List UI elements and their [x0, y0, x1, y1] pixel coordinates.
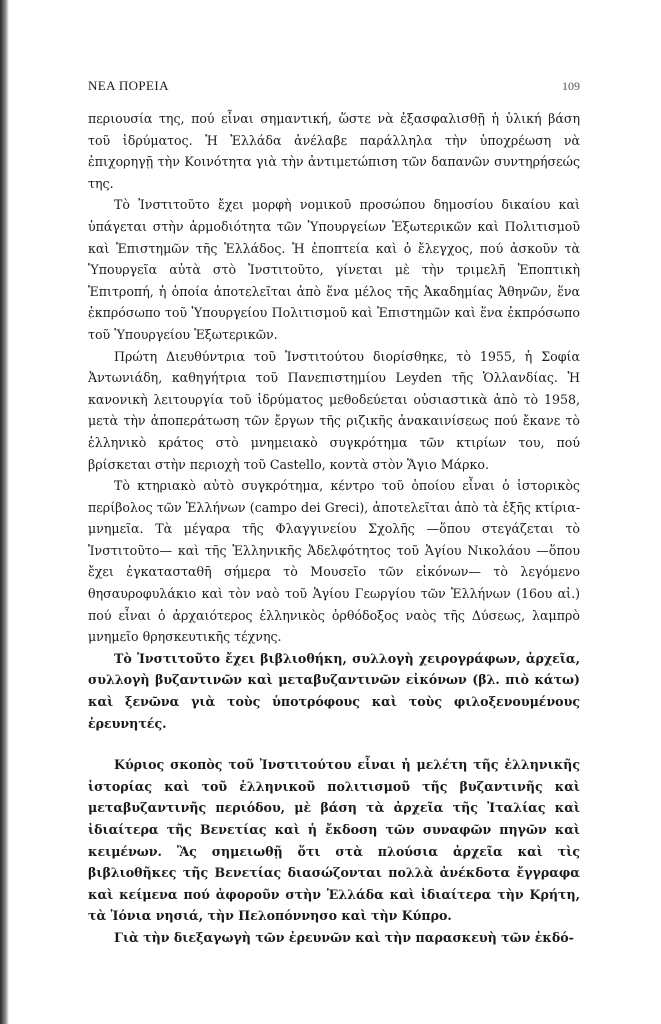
document-page	[88, 78, 580, 949]
paragraph-institute-legal-status: Τὸ Ἰνστιτοῦτο ἔχει μορφὴ νομικοῦ προσώπου δημοσίου δικαίου καὶ ὑπάγεται στὴν ἁρμοδιότητα τῶν Ὑπουργείων Ἐξωτερικῶν καὶ Πολιτισμοῦ καὶ Ἐπιστημῶν τῆς Ἑλλάδος. Ἡ ἐποπτεία καὶ ὁ ἔλεγχος, πού ἀσκοῦν τὰ Ὑπουργεῖα αὐτὰ στὸ Ἰνστιτοῦτο, γίνεται μὲ τὴν τριμελῆ Ἐποπτικὴ Ἐπιτροπή, ἡ ὁποία ἀποτελεῖται ἀπὸ ἕνα μέλος τῆς Ἀκαδημίας Ἀθηνῶν, ἕνα ἐκπρόσωπο τοῦ Ὑπουργείου Πολιτισμοῦ καὶ Ἐπιστημῶν καὶ ἕνα ἐκπρόσωπο τοῦ Ὑπουργείου Ἐξωτερικῶν.	[88, 197, 580, 342]
paragraph-continued: περιουσία της, πού εἶναι σημαντική, ὥστε νὰ ἐξασφαλισθῇ ἡ ὑλική βάση τοῦ ἱδρύματος. Ἡ Ἑλλάδα ἀνέλαβε παράλληλα τὴν ὑποχρέωση νὰ ἐπιχορηγῇ τὴν Κοινότητα γιὰ τὴν ἀντιμετώπιση τῶν δαπανῶν συντηρήσεώς της.	[88, 111, 580, 191]
scan-edge-shadow	[0, 0, 9, 1024]
paragraph-main-purpose: Κύριος σκοπὸς τοῦ Ἰνστιτούτου εἶναι ἡ μελέτη τῆς ἑλληνικῆς ἱστορίας καὶ τοῦ ἑλληνικοῦ πολιτισμοῦ τῆς βυζαντινῆς καὶ μεταβυζαντινῆς περιόδου, μὲ βάση τὰ ἀρχεῖα τῆς Ἰταλίας καὶ ἰδιαίτερα τῆς Βενετίας καὶ ἡ ἔκδοση τῶν συναφῶν πηγῶν καὶ κειμένων. Ἂς σημειωθῇ ὅτι στὰ πλούσια ἀρχεῖα καὶ τὶς βιβλιοθῆκες τῆς Βενετίας διασώζονται πολλὰ ἀνέκδοτα ἔγγραφα καὶ κείμενα πού ἀφοροῦν στὴν Ἑλλάδα καὶ ἰδιαίτερα τὴν Κρήτη, τὰ Ἰόνια νησιά, τὴν Πελοπόννησο καὶ τὴν Κύπρο.	[88, 757, 580, 924]
paragraph-building-complex: Τὸ κτηριακὸ αὐτὸ συγκρότημα, κέντρο τοῦ ὁποίου εἶναι ὁ ἱστορικὸς περίβολος τῶν Ἑλλήνων (campo dei Greci), ἀποτελεῖται ἀπὸ τὰ ἑξῆς κτίρια-μνημεῖα. Τὰ μέγαρα τῆς Φλαγγινείου Σχολῆς —ὅπου στεγάζεται τὸ Ἰνστιτοῦτο— καὶ τῆς Ἑλληνικῆς Ἀδελφότητος τοῦ Ἁγίου Νικολάου —ὅπου ἔχει ἐγκατασταθῆ σήμερα τὸ Μουσεῖο τῶν εἰκόνων— τὸ λεγόμενο θησαυροφυλάκιο καὶ τὸν ναὸ τοῦ Ἁγίου Γεωργίου τῶν Ἑλλήνων (16ου αἰ.) πού εἶναι ὁ ἀρχαιότερος ἑλληνικὸς ὀρθόδοξος ναὸς τῆς Δύσεως, λαμπρὸ μνημεῖο θρησκευτικῆς τέχνης.	[88, 478, 580, 645]
body-text	[88, 108, 580, 949]
running-head	[88, 78, 580, 108]
paragraph-first-director: Πρώτη Διευθύντρια τοῦ Ἰνστιτούτου διορίσθηκε, τὸ 1955, ἡ Σοφία Ἀντωνιάδη, καθηγήτρια τοῦ Πανεπιστημίου Leyden τῆς Ὁλλανδίας. Ἡ κανονικὴ λειτουργία τοῦ ἱδρύματος μεθοδεύεται οὐσιαστικὰ ἀπὸ τὸ 1958, μετὰ τὴν ἀποπεράτωση τῶν ἔργων τῆς ριζικῆς ἀνακαινίσεως πού ἔκανε τὸ ἑλληνικὸ κράτος στὸ μνημειακὸ συγκρότημα τῶν κτιρίων του, πού βρίσκεται στὴν περιοχὴ τοῦ Castello, κοντὰ στὸν Ἅγιο Μάρκο.	[88, 348, 580, 472]
paragraph-library-collections: Τὸ Ἰνστιτοῦτο ἔχει βιβλιοθήκη, συλλογὴ χειρογράφων, ἀρχεῖα, συλλογὴ βυζαντινῶν καὶ μεταβυζαντινῶν εἰκόνων (βλ. πιὸ κάτω) καὶ ξενῶνα γιὰ τοὺς ὑποτρόφους καὶ τοὺς φιλοξενουμένους ἐρευνητές.	[88, 650, 580, 731]
paragraph-research-conduct: Γιὰ τὴν διεξαγωγὴ τῶν ἐρευνῶν καὶ τὴν παρασκευὴ τῶν ἐκδό-	[114, 929, 574, 945]
page-number: 109	[562, 79, 580, 93]
running-title: ΝΕΑ ΠΟΡΕΙΑ	[88, 78, 169, 93]
